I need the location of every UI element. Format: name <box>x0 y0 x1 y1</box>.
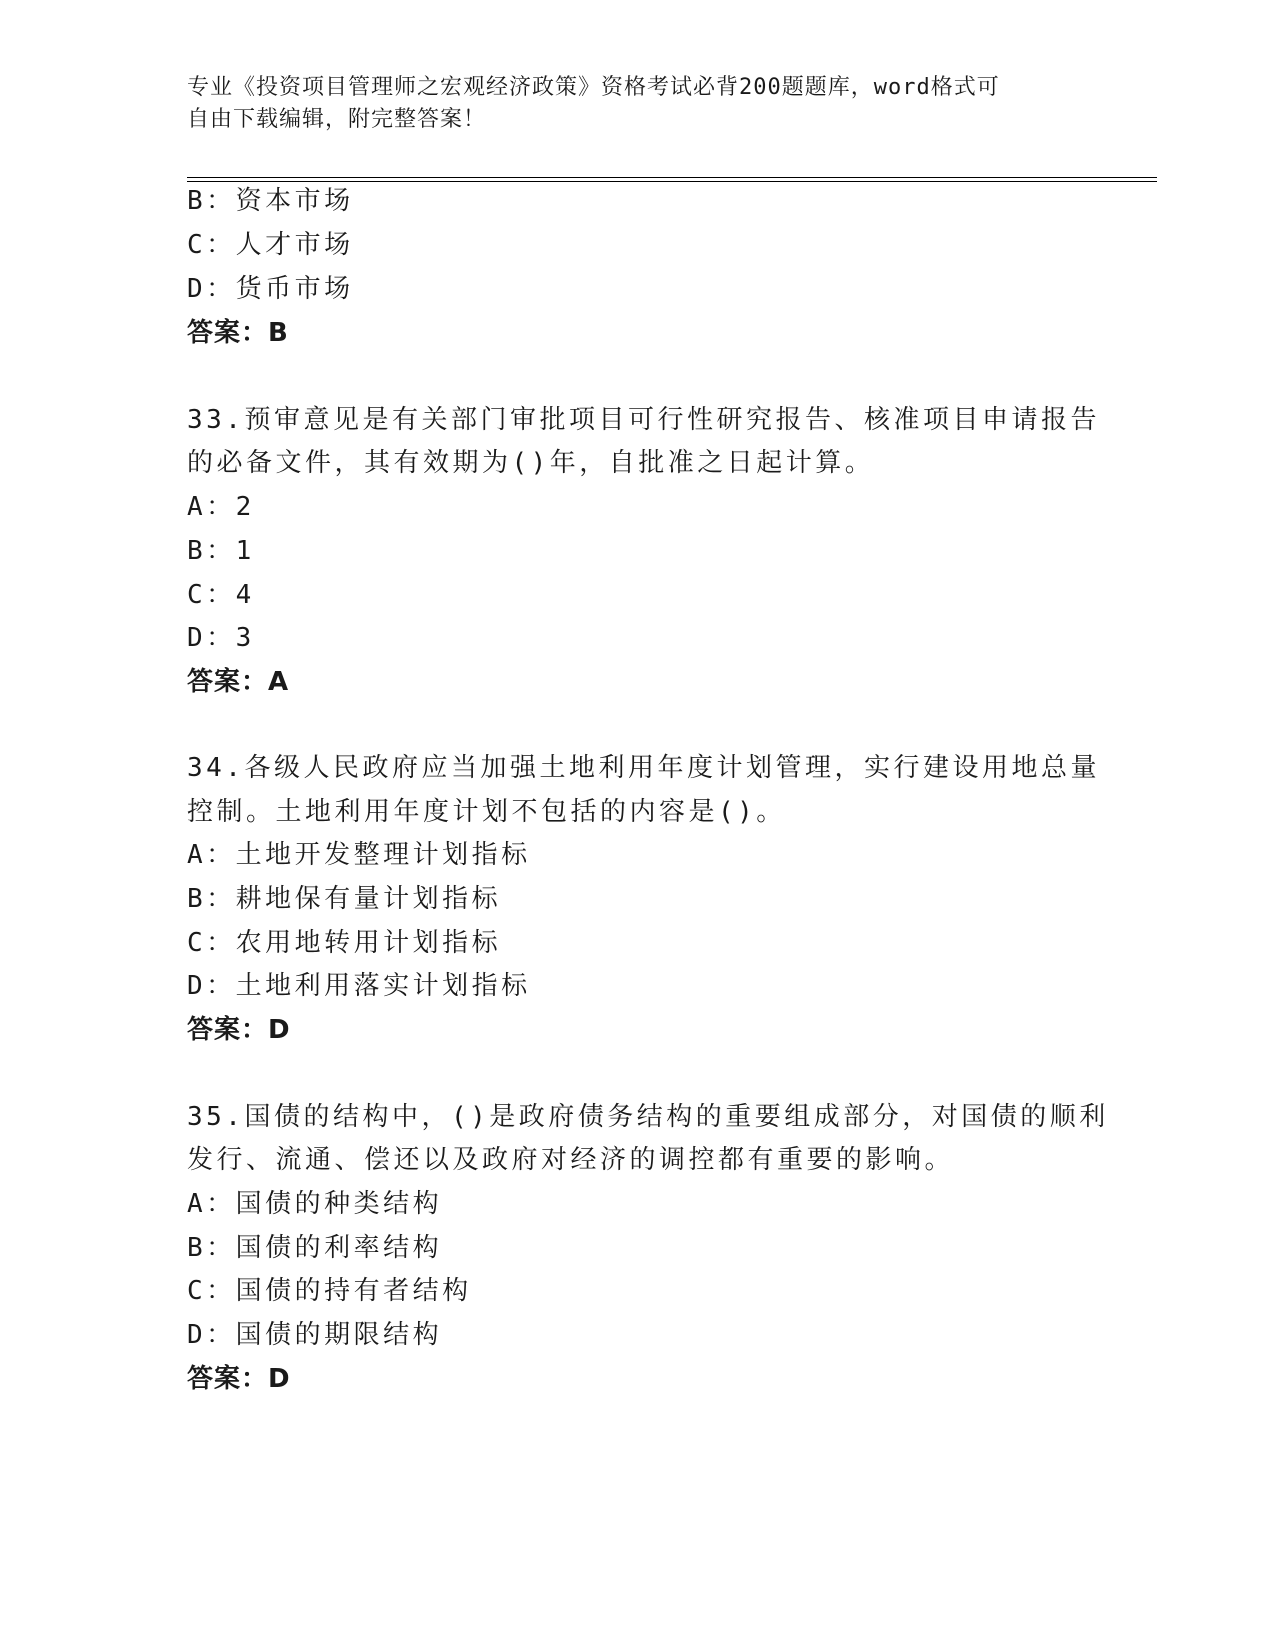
option-b: B：国债的利率结构 <box>187 1233 443 1263</box>
option-text: 国债的利率结构 <box>235 1233 443 1263</box>
option-letter: B <box>187 1233 207 1263</box>
option-d: D：3 <box>187 623 255 653</box>
header-divider <box>187 177 1157 182</box>
option-b: B：资本市场 <box>187 186 354 216</box>
page-header <box>187 72 1087 136</box>
header-title-line-2: 自由下载编辑，附完整答案！ <box>187 107 487 132</box>
option-a: A：2 <box>187 492 255 522</box>
question-33-stem-line-1: 33.预审意见是有关部门审批项目可行性研究报告、核准项目申请报告 <box>187 405 1100 435</box>
option-letter: C <box>187 580 207 610</box>
question-34-stem-line-2: 控制。土地利用年度计划不包括的内容是()。 <box>187 797 786 827</box>
answer-line: 答案：B <box>187 318 289 348</box>
question-34-stem-line-1: 34.各级人民政府应当加强土地利用年度计划管理，实行建设用地总量 <box>187 753 1100 783</box>
option-letter: B <box>187 186 207 216</box>
answer-line: 答案：D <box>187 1364 291 1394</box>
question-35-stem-line-2: 发行、流通、偿还以及政府对经济的调控都有重要的影响。 <box>187 1145 955 1175</box>
option-letter: D <box>187 1320 207 1350</box>
option-letter: C <box>187 928 207 958</box>
option-d: D：土地利用落实计划指标 <box>187 971 531 1001</box>
option-text: 国债的种类结构 <box>235 1189 443 1219</box>
option-d: D：国债的期限结构 <box>187 1320 443 1350</box>
option-letter: B <box>187 884 207 914</box>
header-title-line-1: 专业《投资项目管理师之宏观经济政策》资格考试必背200题题库，word格式可 <box>187 75 1000 100</box>
option-b: B：耕地保有量计划指标 <box>187 884 502 914</box>
option-text: 3 <box>235 623 255 653</box>
option-letter: A <box>187 840 207 870</box>
option-text: 国债的期限结构 <box>235 1320 443 1350</box>
option-c: C：农用地转用计划指标 <box>187 928 502 958</box>
option-letter: C <box>187 1276 207 1306</box>
option-text: 资本市场 <box>235 186 354 216</box>
option-text: 人才市场 <box>235 230 354 260</box>
option-letter: C <box>187 230 207 260</box>
answer-line: 答案：D <box>187 1015 291 1045</box>
option-letter: B <box>187 536 207 566</box>
answer-line: 答案：A <box>187 667 290 697</box>
option-text: 耕地保有量计划指标 <box>235 884 502 914</box>
option-text: 4 <box>235 580 255 610</box>
option-c: C：国债的持有者结构 <box>187 1276 472 1306</box>
option-letter: D <box>187 971 207 1001</box>
option-letter: D <box>187 623 207 653</box>
question-35-stem-line-1: 35.国债的结构中，()是政府债务结构的重要组成部分，对国债的顺利 <box>187 1102 1109 1132</box>
option-text: 1 <box>235 536 255 566</box>
option-text: 农用地转用计划指标 <box>235 928 502 958</box>
option-text: 国债的持有者结构 <box>235 1276 472 1306</box>
option-a: A：土地开发整理计划指标 <box>187 840 531 870</box>
option-text: 土地利用落实计划指标 <box>235 971 531 1001</box>
option-text: 2 <box>235 492 255 522</box>
option-b: B：1 <box>187 536 255 566</box>
option-a: A：国债的种类结构 <box>187 1189 443 1219</box>
option-letter: A <box>187 1189 207 1219</box>
option-text: 土地开发整理计划指标 <box>235 840 531 870</box>
option-letter: D <box>187 274 207 304</box>
option-d: D：货币市场 <box>187 274 354 304</box>
option-letter: A <box>187 492 207 522</box>
option-c: C：4 <box>187 580 255 610</box>
question-33-stem-line-2: 的必备文件，其有效期为()年，自批准之日起计算。 <box>187 448 875 478</box>
option-text: 货币市场 <box>235 274 354 304</box>
option-c: C：人才市场 <box>187 230 354 260</box>
